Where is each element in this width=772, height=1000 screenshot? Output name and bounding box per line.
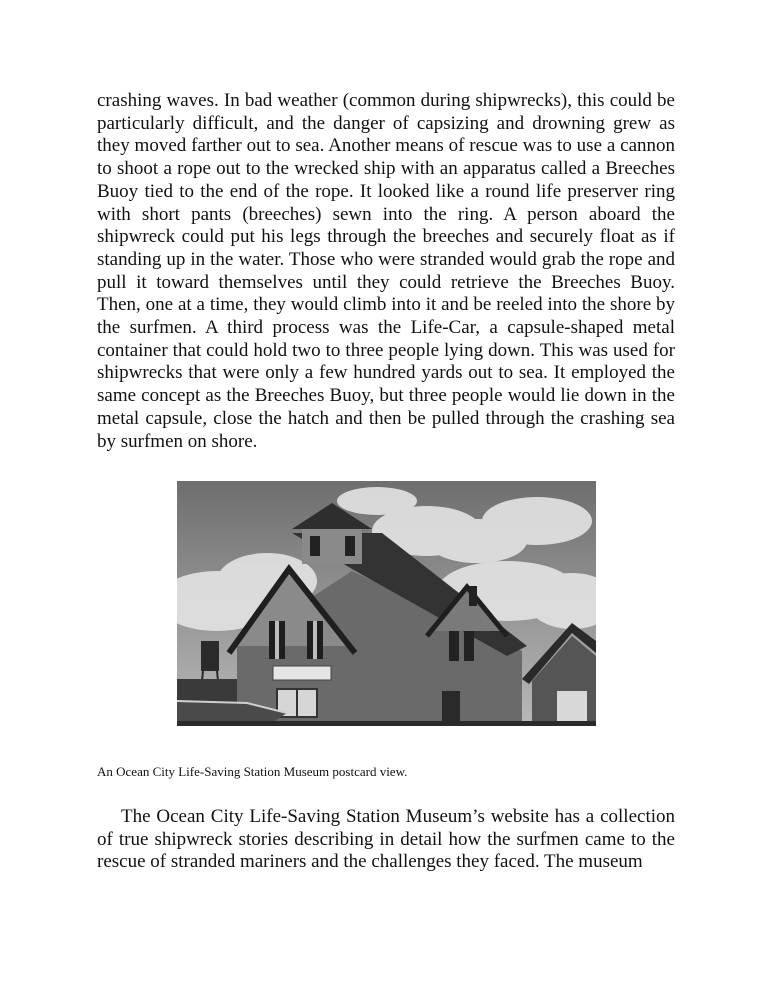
life-saving-station-photo (177, 481, 596, 726)
figure-caption: An Ocean City Life-Saving Station Museum postcard view. (97, 764, 408, 779)
body-paragraph-1: crashing waves. In bad weather (common during shipwrecks), this could be particularly difficult, and the danger of capsizing and drowning grew as they moved farther out to sea. Another means of rescue was to use a cannon to shoot a rope out to the wrecked ship with an apparatus called a Breeches Buoy tied to the end of the rope. It looked like a round life preserver ring with short pants (breeches) sewn into the ring. A person aboard the shipwreck could put his legs through the breeches and securely float as if standing up in the water. Those who were stranded would grab the rope and pull it toward themselves until they could retrieve the Breeches Buoy. Then, one at a time, they would climb into it and be reeled into the shore by the surfmen. A third process was the Life-Car, a capsule-shaped metal container that could hold two to three people lying down. This was used for shipwrecks that were only a few hundred yards out to sea. It employed the same concept as the Breeches Buoy, but three people would lie down in the metal capsule, close the hatch and then be pulled through the crashing sea by surfmen on shore. (97, 90, 675, 452)
body-paragraph-2: The Ocean City Life-Saving Station Museum’s website has a collection of true shipwreck stories describing in detail how the surfmen came to the rescue of stranded mariners and the challenges they faced. The museum (97, 806, 675, 873)
